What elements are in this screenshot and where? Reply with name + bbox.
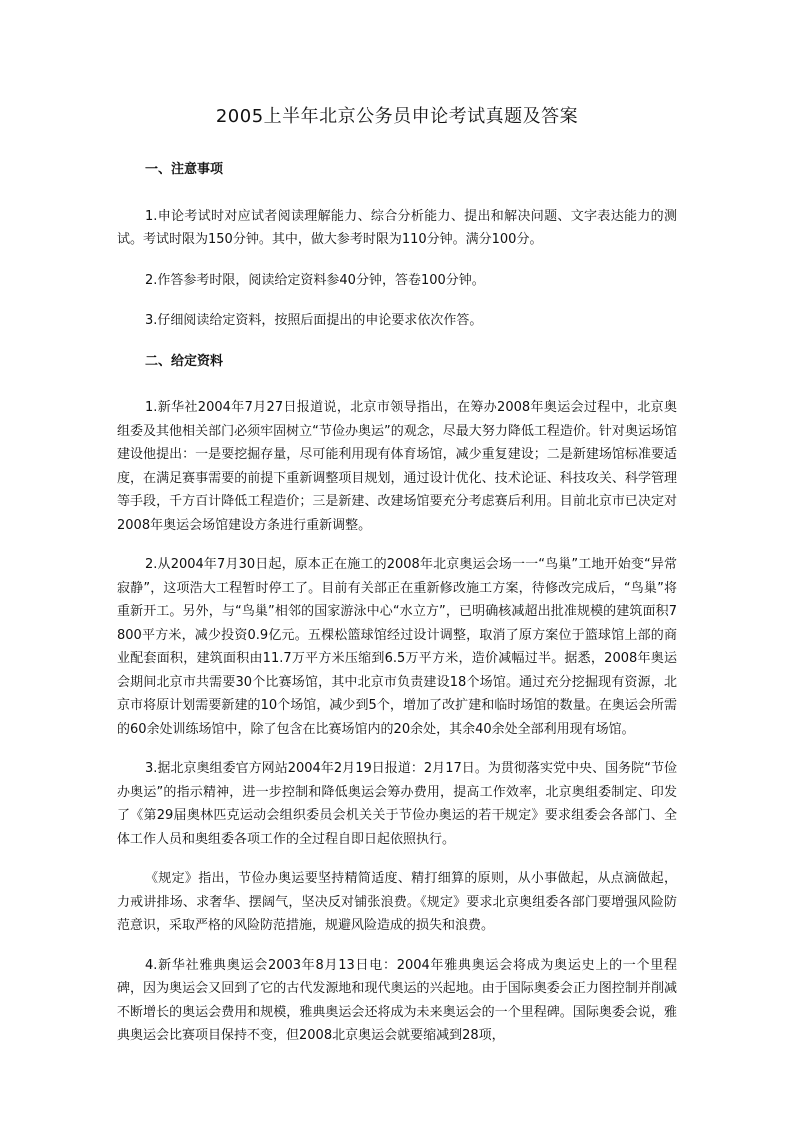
notes-paragraph-1: 1.申论考试时对应试者阅读理解能力、综合分析能力、提出和解决问题、文字表达能力的测试。考试时限为150分钟。其中，做大参考时限为110分钟。满分100分。 <box>117 208 677 247</box>
materials-paragraph-5: 4.新华社雅典奥运会2003年8月13日电：2004年雅典奥运会将成为奥运史上的一个里程碑，因为奥运会又回到了它的古代发源地和现代奥运的兴起地。由于国际奥委会正力图控制并削减不断增长的奥运会费用和规模，雅典奥运会还将成为未来奥运会的一个里程碑。国际奥委会说，雅典奥运会比赛项目保持不变，但2008北京奥运会就要缩减到28项， <box>117 957 677 1043</box>
materials-paragraph-3: 3.据北京奥组委官方网站2004年2月19日报道：2月17日。为贯彻落实党中央、国务院“节俭办奥运”的指示精神，进一步控制和降低奥运会筹办费用，提高工作效率，北京奥组委制定、印发了《第29届奥林匹克运动会组织委员会机关关于节俭办奥运的若干规定》要求组委会各部门、全体工作人员和奥组委各项工作的全过程自即日起依照执行。 <box>117 761 677 847</box>
document-body <box>117 158 677 1048</box>
materials-paragraph-2: 2.从2004年7月30日起，原本正在施工的2008年北京奥运会场一一“鸟巢”工地开始变“异常寂静”，这项浩大工程暂时停工了。目前有关部正在重新修改施工方案，待修改完成后，“鸟巢”将重新开工。另外，与“鸟巢”相邻的国家游泳中心“水立方”，已明确核减超出批准规模的建筑面积7800平方米，减少投资0.9亿元。五棵松篮球馆经过设计调整，取消了原方案位于篮球馆上部的商业配套面积，建筑面积由11.7万平方米压缩到6.5万平方米，造价减幅过半。据悉，2008年奥运会期间北京市共需要30个比赛场馆，其中北京市负责建设18个场馆。通过充分挖掘现有资源，北京市将原计划需要新建的10个场馆，减少到5个，增加了改扩建和临时场馆的数量。在奥运会所需的60余处训练场馆中，除了包含在比赛场馆内的20余处，其余40余处全部利用现有场馆。 <box>117 557 677 737</box>
section-heading-materials: 二、给定资料 <box>145 353 224 369</box>
notes-paragraph-2: 2.作答参考时限，阅读给定资料参40分钟，答卷100分钟。 <box>145 272 485 288</box>
materials-paragraph-4: 《规定》指出，节俭办奥运要坚持精简适度、精打细算的原则，从小事做起，从点滴做起，力戒讲排场、求奢华、摆阔气，坚决反对铺张浪费。《规定》要求北京奥组委各部门要增强风险防范意识，采取严格的风险防范措施，规避风险造成的损失和浪费。 <box>117 871 677 933</box>
notes-paragraph-3: 3.仔细阅读给定资料，按照后面提出的申论要求依次作答。 <box>145 313 483 328</box>
document-title: 2005上半年北京公务员申论考试真题及答案 <box>215 106 579 127</box>
section-heading-notes: 一、注意事项 <box>145 162 224 177</box>
materials-paragraph-1: 1.新华社2004年7月27日报道说，北京市领导指出，在筹办2008年奥运会过程中，北京奥组委及其他相关部门必须牢固树立“节俭办奥运”的观念，尽最大努力降低工程造价。针对奥运场馆建设他提出：一是要挖掘存量，尽可能利用现有体育场馆，减少重复建设；二是新建场馆标准要适度，在满足赛事需要的前提下重新调整项目规划，通过设计优化、技术论证、科技攻关、科学管理等手段，千方百计降低工程造价；三是新建、改建场馆要充分考虑赛后利用。目前北京市已决定对2008年奥运会场馆建设方条进行重新调整。 <box>117 400 677 533</box>
